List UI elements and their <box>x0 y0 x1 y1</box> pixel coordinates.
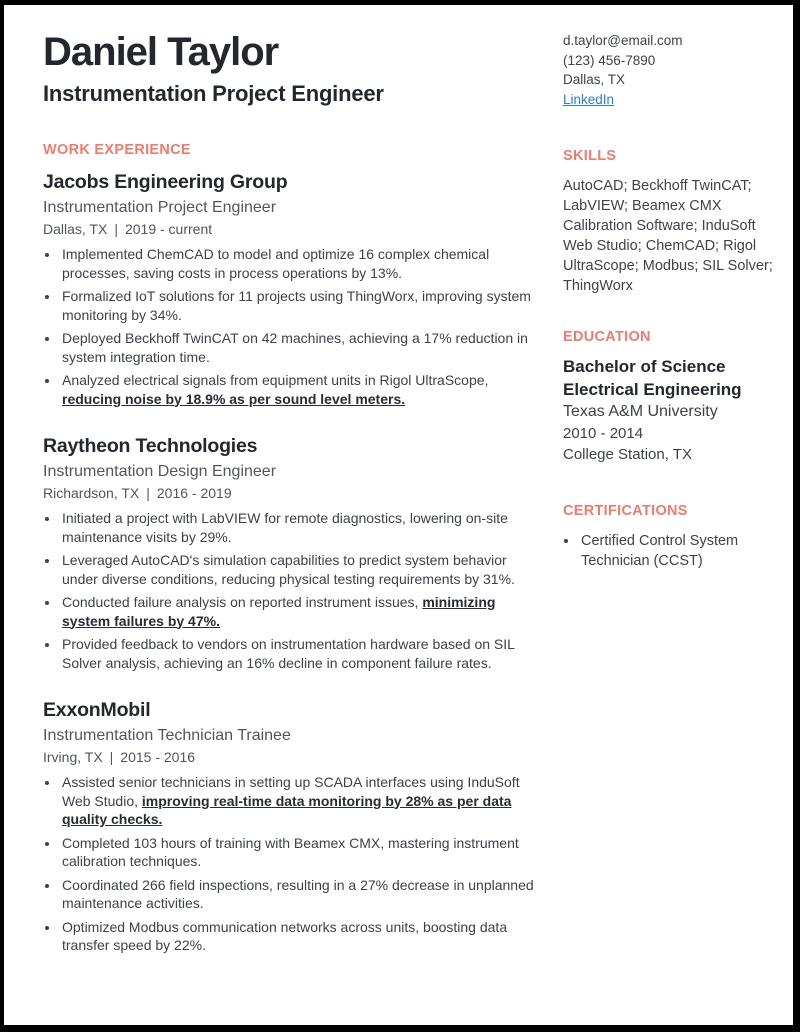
job-bullet <box>60 509 540 546</box>
education-section <box>563 329 789 465</box>
job-bullet <box>60 635 540 672</box>
skills-heading: SKILLS <box>563 148 617 164</box>
bullet-text: Deployed Beckhoff TwinCAT on 42 machines, achieving a 17% reduction in system integration time. <box>62 330 528 365</box>
bullet-text: Coordinated 266 field inspections, resulting in a 27% decrease in unplanned maintenance activities. <box>62 876 534 911</box>
job-bullet <box>60 918 540 955</box>
bullet-text: Optimized Modbus communication networks across units, boosting data transfer speed by 22%. <box>62 918 508 953</box>
job-position-title: Instrumentation Design Engineer <box>43 463 277 480</box>
job-meta <box>43 484 540 502</box>
bullet-text: Completed 103 hours of training with Beamex CMX, mastering instrument calibration techniques. <box>62 834 519 869</box>
resume-page <box>4 5 793 1025</box>
bullet-text: Formalized IoT solutions for 11 projects using ThingWorx, improving system monitoring by 34%. <box>62 288 531 323</box>
meta-separator: | <box>146 485 150 501</box>
job-entry <box>43 434 540 672</box>
job-location: Dallas, TX <box>43 221 108 237</box>
job-meta <box>43 220 540 238</box>
job-position-title: Instrumentation Technician Trainee <box>43 727 291 744</box>
job-bullet <box>60 551 540 588</box>
certification-item: • Certified Control System Technician (CCST) <box>579 531 789 571</box>
bullet-text: Assisted senior technicians in setting up SCADA interfaces using InduSoft Web Studio, <box>62 774 520 809</box>
side-column <box>563 5 789 979</box>
skills-section <box>563 148 789 296</box>
bullet-text: Provided feedback to vendors on instrumentation hardware based on SIL Solver analysis, achieving an 16% decline in component failure rates. <box>62 636 515 671</box>
bullet-emphasized-text: improving real-time data monitoring by 28% as per data quality checks. <box>62 792 512 827</box>
linkedin-link[interactable]: LinkedIn <box>563 91 615 107</box>
certifications-section <box>563 503 789 571</box>
job-bullet <box>60 371 540 408</box>
job-bullet <box>60 329 540 366</box>
bullet-text: Implemented ChemCAD to model and optimize 16 complex chemical processes, saving costs in process operations by 13%. <box>62 246 490 281</box>
job-entry <box>43 170 540 408</box>
bullet-text: Leveraged AutoCAD's simulation capabilities to predict system behavior under diverse conditions, reducing physical testing requirements by 31%. <box>62 552 515 587</box>
bullet-text: Analyzed electrical signals from equipment units in Rigol UltraScope, <box>62 372 489 388</box>
bullet-emphasized-text: reducing noise by 18.9% as per sound level meters. <box>62 390 406 407</box>
education-major: Electrical Engineering <box>563 379 742 399</box>
company-name: ExxonMobil <box>43 699 151 721</box>
job-location: Irving, TX <box>43 749 103 765</box>
job-bullet-list <box>43 245 540 408</box>
job-bullet <box>60 593 540 630</box>
work-experience-section <box>43 142 540 955</box>
contact-location: Dallas, TX <box>563 72 626 87</box>
jobs-list <box>43 170 540 955</box>
job-position-title: Instrumentation Project Engineer <box>43 199 277 216</box>
education-dates: 2010 - 2014 <box>563 424 644 442</box>
company-name: Raytheon Technologies <box>43 435 258 457</box>
contact-email: d.taylor@email.com <box>563 33 683 48</box>
job-dates: 2015 - 2016 <box>120 749 196 765</box>
contact-block <box>563 31 789 109</box>
job-bullet-list <box>43 773 540 955</box>
contact-phone: (123) 456-7890 <box>563 52 656 68</box>
job-dates: 2019 - current <box>124 221 213 237</box>
education-school: Texas A&M University <box>563 403 718 420</box>
job-entry <box>43 698 540 955</box>
company-name: Jacobs Engineering Group <box>43 171 288 193</box>
education-degree: Bachelor of Science <box>563 357 726 376</box>
certifications-heading: CERTIFICATIONS <box>563 502 688 519</box>
certifications-list <box>563 531 789 571</box>
resume-content <box>4 5 793 979</box>
job-bullet <box>60 287 540 324</box>
job-bullet <box>60 245 540 282</box>
bullet-emphasized-text: minimizing system failures by 47%. <box>62 594 496 629</box>
work-experience-heading: WORK EXPERIENCE <box>43 142 191 158</box>
job-bullet-list <box>43 509 540 672</box>
bullet-text: Conducted failure analysis on reported instrument issues, <box>62 594 423 610</box>
meta-separator: | <box>109 749 114 765</box>
job-bullet <box>60 876 540 913</box>
job-dates: 2016 - 2019 <box>156 485 232 501</box>
main-column <box>43 5 540 979</box>
skills-list: AutoCAD; Beckhoff TwinCAT; LabVIEW; Beamex CMX Calibration Software; InduSoft Web Studio; ChemCAD; Rigol UltraScope; Modbus; SIL Solver; ThingWorx <box>563 178 773 294</box>
education-heading: EDUCATION <box>563 329 651 345</box>
job-bullet <box>60 773 540 829</box>
job-bullet <box>60 834 540 871</box>
job-location: Richardson, TX <box>43 485 140 501</box>
person-job-title: Instrumentation Project Engineer <box>43 81 384 106</box>
person-name: Daniel Taylor <box>43 30 279 74</box>
meta-separator: | <box>114 221 118 237</box>
job-meta <box>43 748 540 766</box>
education-location: College Station, TX <box>563 445 692 463</box>
bullet-text: Initiated a project with LabVIEW for remote diagnostics, lowering on-site maintenance visits by 29%. <box>62 510 508 545</box>
